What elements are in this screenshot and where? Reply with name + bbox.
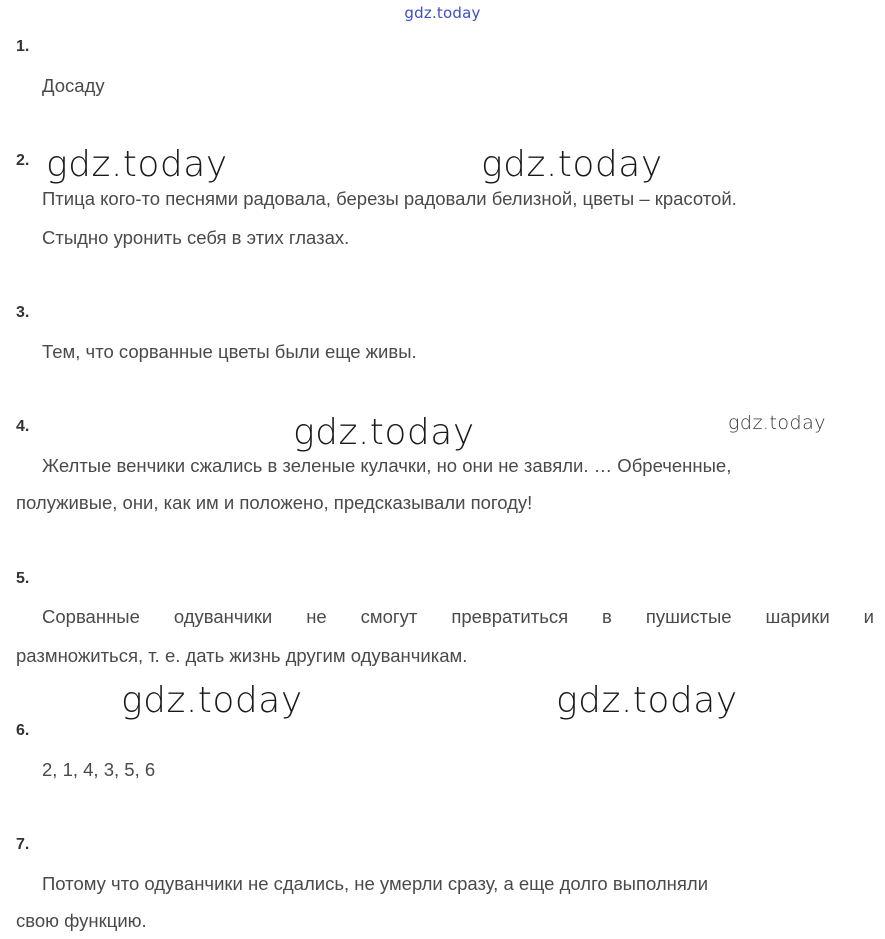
item-5-line-1: Сорванные одуванчики не смогут превратиться в пушистые шарики и — [42, 606, 874, 627]
item-3-line-1: Тем, что сорванные цветы были еще живы. — [42, 341, 417, 362]
item-4-line-2: полуживые, они, как им и положено, предсказывали погоду! — [16, 492, 533, 513]
watermark: gdz.today — [46, 144, 228, 185]
watermark: gdz.today — [293, 412, 475, 453]
header-watermark: gdz.today — [404, 4, 481, 22]
item-6-line-1: 2, 1, 4, 3, 5, 6 — [42, 759, 156, 780]
item-3-number: 3. — [16, 304, 30, 321]
item-7-line-1: Потому что одуванчики не сдались, не умерли сразу, а еще долго выполняли — [42, 873, 709, 894]
item-4-number: 4. — [16, 418, 30, 435]
watermark: gdz.today — [728, 412, 826, 434]
item-5-number: 5. — [16, 570, 30, 587]
item-2-line-2: Стыдно уронить себя в этих глазах. — [42, 227, 350, 248]
item-6-number: 6. — [16, 722, 30, 739]
item-5-line-2: размножиться, т. е. дать жизнь другим одуванчикам. — [16, 645, 468, 666]
item-2-number: 2. — [16, 152, 30, 169]
watermark: gdz.today — [481, 144, 663, 185]
item-7-line-2: свою функцию. — [16, 910, 147, 931]
item-2-line-1: Птица кого-то песнями радовала, березы радовали белизной, цветы – красотой. — [42, 188, 737, 209]
item-1-line-1: Досаду — [42, 75, 105, 96]
item-7-number: 7. — [16, 836, 30, 853]
watermark: gdz.today — [556, 680, 738, 721]
item-1-number: 1. — [16, 38, 30, 55]
watermark: gdz.today — [121, 680, 303, 721]
item-4-line-1: Желтые венчики сжались в зеленые кулачки, но они не завяли. … Обреченные, — [42, 455, 732, 476]
